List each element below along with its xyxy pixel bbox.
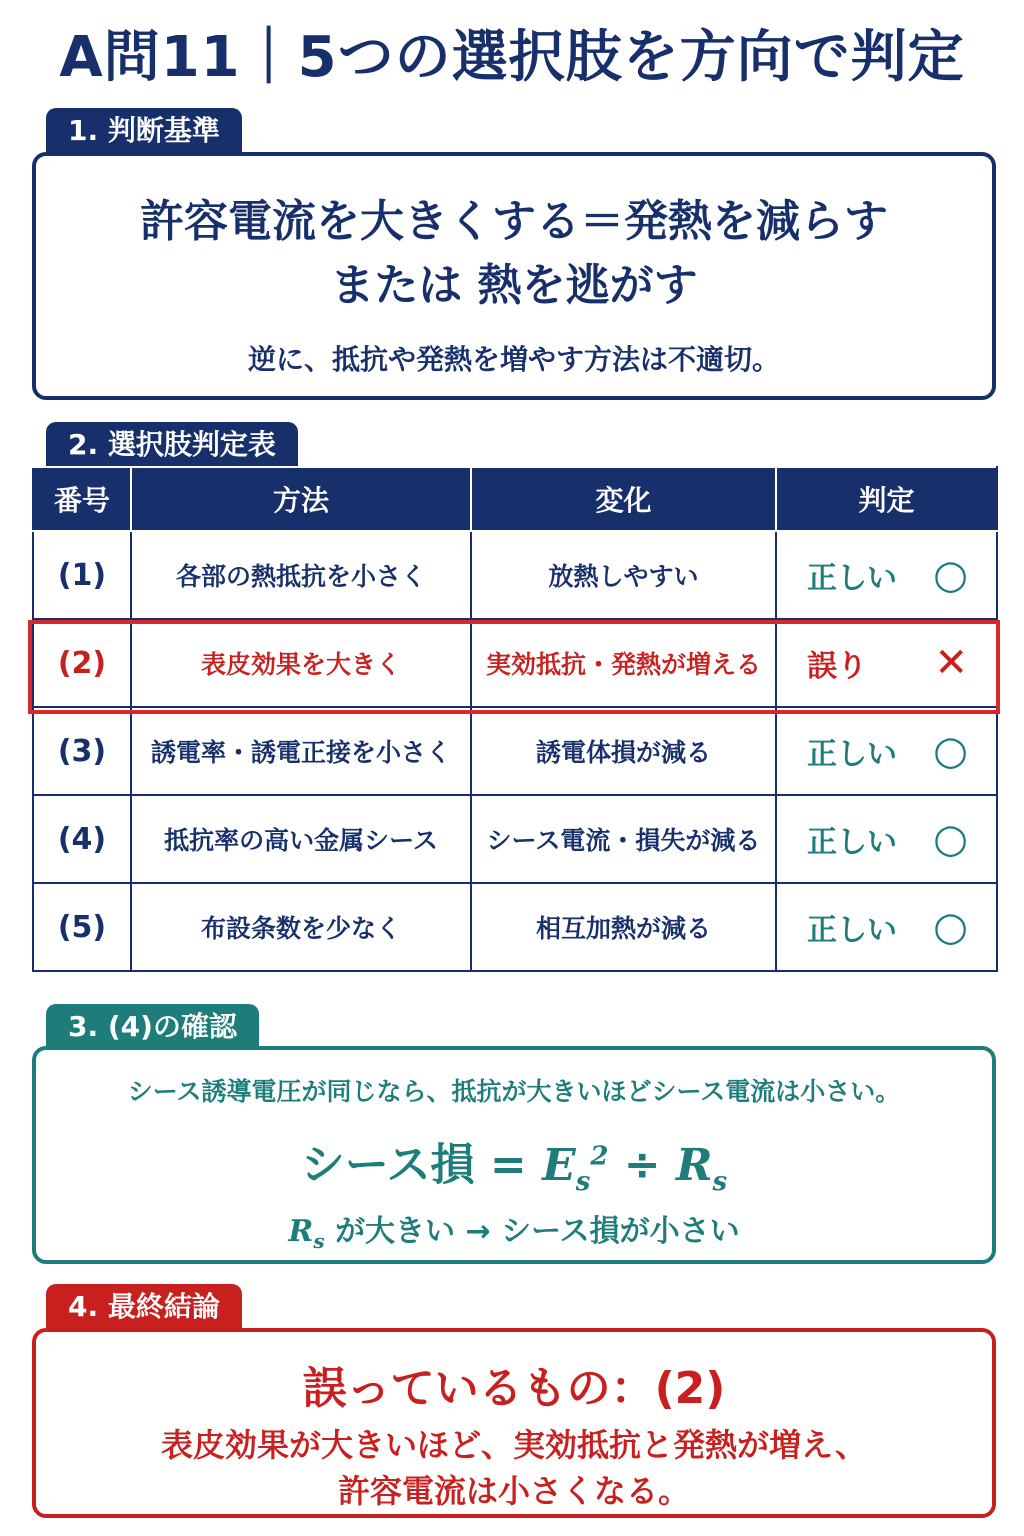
cross-icon: ✕ [934,640,968,686]
row-verdict [776,883,997,971]
header-verdict: 判定 [776,467,997,531]
row-method: 抵抗率の高い金属シース [131,795,471,883]
section4-tab: 4. 最終結論 [46,1284,242,1328]
section4-box [32,1328,996,1518]
row-method: 表皮効果を大きく [131,619,471,707]
circle-icon: ○ [933,816,968,862]
row-number: (4) [33,795,131,883]
row-number: (1) [33,531,131,619]
page-title: A問11｜5つの選択肢を方向で判定 [59,25,965,90]
row-number: (5) [33,883,131,971]
row-verdict [776,707,997,795]
formula-divide: ÷ [623,1139,661,1191]
table-row [33,883,997,971]
row-verdict [776,795,997,883]
circle-icon: ○ [933,728,968,774]
formula-rs: $R_s$ [675,1139,728,1197]
circle-icon: ○ [933,904,968,950]
section1-tab: 1. 判断基準 [46,108,242,152]
verdict-text: 正しい [807,737,897,772]
header-number: 番号 [33,467,131,531]
verdict-text: 正しい [807,913,897,948]
row-change: 相互加熱が減る [471,883,776,971]
section4-line3: 許容電流は小さくなる。 [337,1472,690,1510]
section3-tab: 3. (4)の確認 [46,1004,259,1048]
row-change: 放熱しやすい [471,531,776,619]
table-row [33,531,997,619]
header-change: 変化 [471,467,776,531]
row-number: (3) [33,707,131,795]
formula-rs-small: $R_s$ [288,1214,325,1253]
section3-box [32,1046,996,1264]
row-number: (2) [33,619,131,707]
formula-label: シース損 = [300,1139,527,1191]
section1-line2: または 熱を逃がす [330,260,698,311]
sheath-loss-formula [36,1126,992,1211]
table-header-row [33,467,997,531]
section2-tab: 2. 選択肢判定表 [46,422,298,466]
row-method: 各部の熱抵抗を小さく [131,531,471,619]
judgement-table [32,466,998,972]
table-row [33,707,997,795]
row-change: 誘電体損が減る [471,707,776,795]
section3-line3: $R_s$ が大きい → シース損が小さい [288,1214,740,1253]
verdict-text: 正しい [807,825,897,860]
section1-box [32,152,996,400]
row-change: シース電流・損失が減る [471,795,776,883]
row-method: 誘電率・誘電正接を小さく [131,707,471,795]
row-change: 実効抵抗・発熱が増える [471,619,776,707]
verdict-text: 誤り [807,649,867,684]
row-method: 布設条数を少なく [131,883,471,971]
section1-line1: 許容電流を大きくする＝発熱を減らす [140,196,888,247]
table-row [33,795,997,883]
table-row-error [33,619,997,707]
verdict-text: 正しい [807,561,897,596]
section4-line2: 表皮効果が大きいほど、実効抵抗と発熱が増え、 [161,1426,867,1464]
row-verdict [776,619,997,707]
formula-es: $E_s^2$ [542,1139,609,1197]
row-verdict [776,531,997,619]
circle-icon: ○ [933,552,968,598]
header-method: 方法 [131,467,471,531]
section4-line1: 誤っているもの：(2) [302,1363,726,1414]
section3-line1: シース誘導電圧が同じなら、抵抗が大きいほどシース電流は小さい。 [127,1077,901,1106]
section1-sub: 逆に、抵抗や発熱を増やす方法は不適切。 [247,343,780,376]
